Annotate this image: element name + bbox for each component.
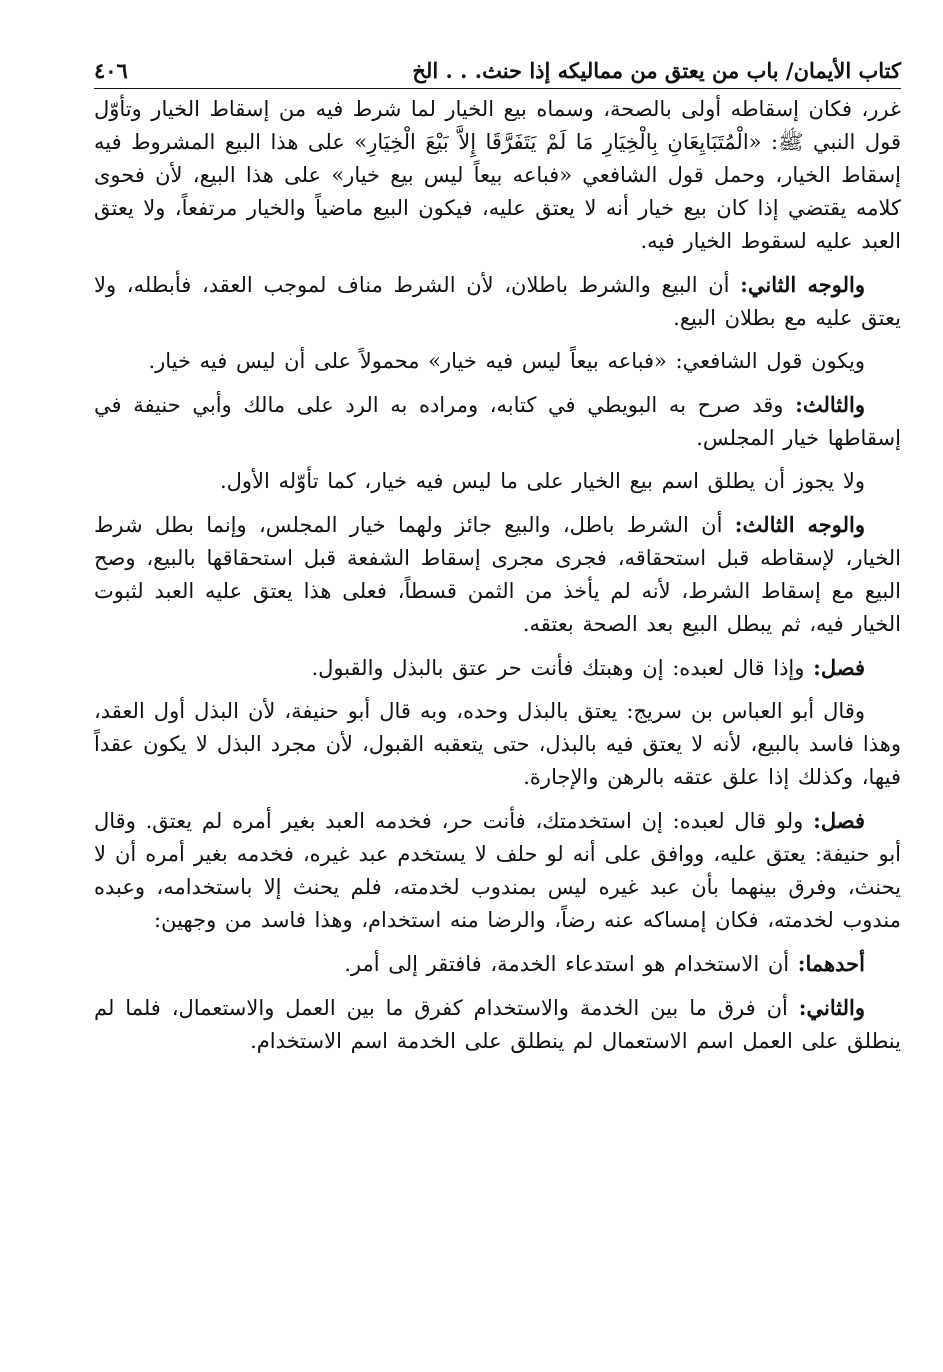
section-paragraph xyxy=(94,651,901,685)
paragraph-text: أن البيع والشرط باطلان، لأن الشرط مناف لموجب العقد، فأبطله، ولا يعتق عليه مع بطلان البيع. xyxy=(94,273,901,330)
paragraph xyxy=(94,345,901,378)
paragraph xyxy=(94,465,901,498)
paragraph-text: ويكون قول الشافعي: «فباعه بيعاً ليس فيه خيار» محمولاً على أن ليس فيه خيار. xyxy=(148,349,865,373)
paragraph-text: غرر، فكان إسقاطه أولى بالصحة، وسماه بيع الخيار لما شرط فيه من إسقاط الخيار وتأوّل قول النبي ﷺ: «الْمُتَبَايِعَانِ بِالْخِيَارِ مَا لَمْ يَتَفَرَّقَا إِلاَّ بَيْعَ الْخِيَارِ» على هذا البيع المشروط فيه إسقاط الخيار، وحمل قول الشافعي «فباعه بيعاً ليس بيع خيار» على هذا البيع، لأن فحوى كلامه يقتضي إذا كان بيع خيار أنه لا يعتق عليه، فيكون البيع ماضياً والخيار مرتفعاً، ولا يعتق العبد عليه لسقوط الخيار فيه. xyxy=(94,97,901,253)
section-lead: فصل: xyxy=(813,655,865,680)
page-body xyxy=(94,93,901,1058)
paragraph-lead: والثاني: xyxy=(798,995,865,1020)
running-title: كتاب الأيمان/ باب من يعتق من مماليكه إذا حنث. . . الخ xyxy=(412,58,901,83)
paragraph xyxy=(94,93,901,258)
paragraph-text: أن الشرط باطل، والبيع جائز ولهما خيار المجلس، وإنما بطل شرط الخيار، لإسقاطه قبل استحقاقه، فجرى مجرى إسقاط الشفعة قبل استحقاقها بالبيع، وصح البيع مع إسقاط الشرط، لأنه لم يأخذ من الثمن قسطاً، فعلى هذا يعتق عليه العبد لثبوت الخيار فيه، ثم يبطل البيع بعد الصحة بعتقه. xyxy=(94,513,901,636)
paragraph-text: أن الاستخدام هو استدعاء الخدمة، فافتقر إلى أمر. xyxy=(344,952,798,976)
paragraph xyxy=(94,388,901,455)
paragraph xyxy=(94,508,901,641)
paragraph-lead: أحدهما: xyxy=(797,951,865,976)
paragraph xyxy=(94,268,901,335)
section-paragraph xyxy=(94,804,901,937)
paragraph-text: ولا يجوز أن يطلق اسم بيع الخيار على ما ليس فيه خيار، كما تأوّله الأول. xyxy=(219,469,865,493)
paragraph-lead: والوجه الثاني: xyxy=(740,272,866,297)
paragraph-lead: والثالث: xyxy=(795,392,865,417)
paragraph-lead: والوجه الثالث: xyxy=(734,512,865,537)
running-header xyxy=(94,58,901,89)
paragraph xyxy=(94,695,901,794)
section-lead: فصل: xyxy=(813,808,865,833)
paragraph-text: ولو قال لعبده: إن استخدمتك، فأنت حر، فخدمه العبد بغير أمره لم يعتق. وقال أبو حنيفة: يعتق عليه، ووافق على أنه لو حلف لا يستخدم عبد غيره، فخدمه بغير أمره أن لا يحنث، وفرق بينهما بأن عبد غيره ليس بمندوب لخدمته، فلم يحنث إلا باستخدامه، وعبده مندوب لخدمته، فكان إمساكه عنه رضاً، والرضا منه استخدام، وهذا فاسد من وجهين: xyxy=(94,809,901,932)
paragraph xyxy=(94,947,901,981)
page-number: ٤٠٦ xyxy=(94,58,128,83)
paragraph-text: أن فرق ما بين الخدمة والاستخدام كفرق ما بين العمل والاستعمال، فلما لم ينطلق على العمل اسم الاستعمال لم ينطلق على الخدمة اسم الاستخدام. xyxy=(94,996,901,1053)
paragraph-text: وقال أبو العباس بن سريج: يعتق بالبذل وحده، وبه قال أبو حنيفة، لأن البذل أول العقد، وهذا فاسد بالبيع، لأنه لا يعتق فيه بالبذل، حتى يتعقبه القبول، لأن مجرد البذل لا يكون عقداً فيها، وكذلك إذا علق عتقه بالرهن والإجارة. xyxy=(94,699,901,789)
paragraph-text: وإذا قال لعبده: إن وهبتك فأنت حر عتق بالبذل والقبول. xyxy=(311,656,814,680)
paragraph xyxy=(94,991,901,1058)
paragraph-text: وقد صرح به البويطي في كتابه، ومراده به الرد على مالك وأبي حنيفة في إسقاطها خيار المجلس. xyxy=(94,393,901,450)
